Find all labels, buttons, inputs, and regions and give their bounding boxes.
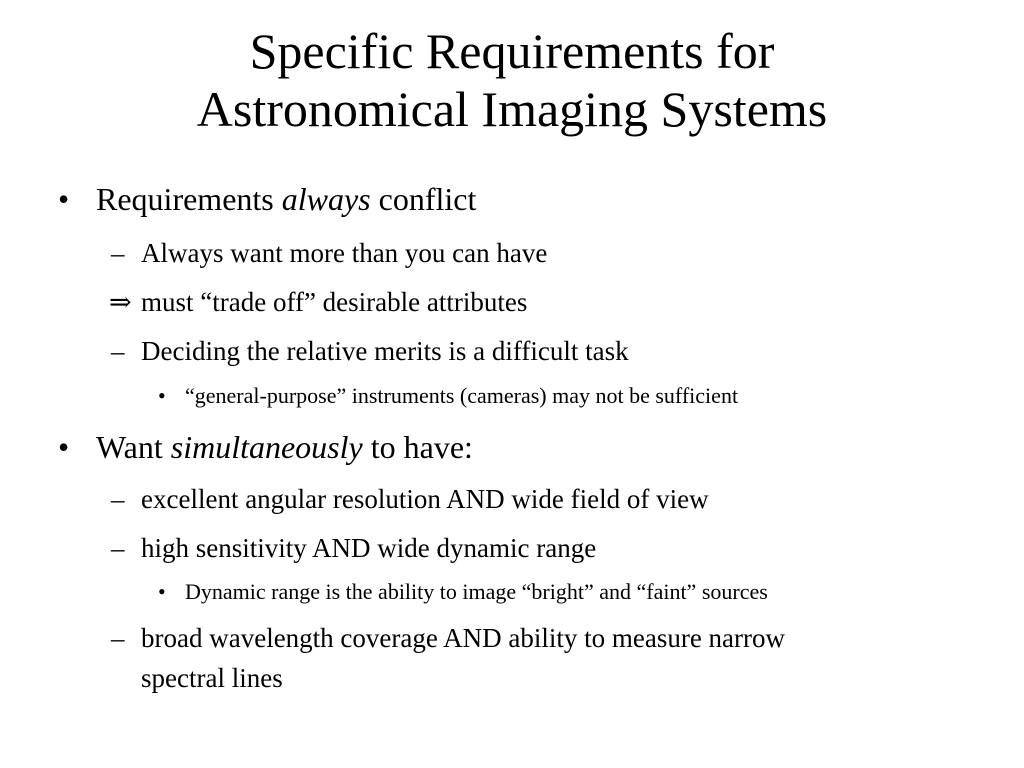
slide-title-line-2: Astronomical Imaging Systems bbox=[196, 81, 828, 137]
small-bullet-marker: • bbox=[158, 579, 166, 604]
bullet-text: to have: bbox=[362, 429, 473, 465]
bullet-marker: • bbox=[58, 429, 70, 465]
dash-marker: – bbox=[111, 623, 125, 653]
slide-title-line-1: Specific Requirements for bbox=[249, 23, 775, 79]
bullet-item-requirements-conflict bbox=[96, 181, 476, 217]
bullet-item-want-simultaneously bbox=[96, 429, 473, 465]
bullet-emphasis: simultaneously bbox=[170, 429, 363, 465]
sub-sub-bullet-item: Dynamic range is the ability to image “bright” and “faint” sources bbox=[185, 579, 768, 604]
small-bullet-marker: • bbox=[158, 383, 166, 408]
dash-marker: – bbox=[111, 533, 125, 563]
dash-marker: – bbox=[111, 336, 125, 366]
sub-bullet-item: Always want more than you can have bbox=[141, 238, 548, 268]
sub-bullet-item: excellent angular resolution AND wide field of view bbox=[141, 484, 709, 514]
sub-bullet-item: high sensitivity AND wide dynamic range bbox=[141, 533, 597, 563]
bullet-text: Requirements bbox=[96, 181, 282, 217]
sub-sub-bullet-item: “general-purpose” instruments (cameras) may not be sufficient bbox=[185, 383, 739, 408]
sub-bullet-item: Deciding the relative merits is a difficult task bbox=[141, 336, 629, 366]
sub-bullet-item: must “trade off” desirable attributes bbox=[141, 287, 528, 317]
dash-marker: – bbox=[111, 238, 125, 268]
implies-arrow-icon: ⇒ bbox=[109, 287, 132, 317]
bullet-emphasis: always bbox=[281, 181, 371, 217]
bullet-text: conflict bbox=[370, 181, 477, 217]
dash-marker: – bbox=[111, 484, 125, 514]
bullet-text: Want bbox=[96, 429, 171, 465]
bullet-marker: • bbox=[58, 181, 70, 217]
sub-bullet-item-line-1: broad wavelength coverage AND ability to measure narrow bbox=[141, 623, 786, 653]
sub-bullet-item-line-2: spectral lines bbox=[141, 663, 283, 693]
